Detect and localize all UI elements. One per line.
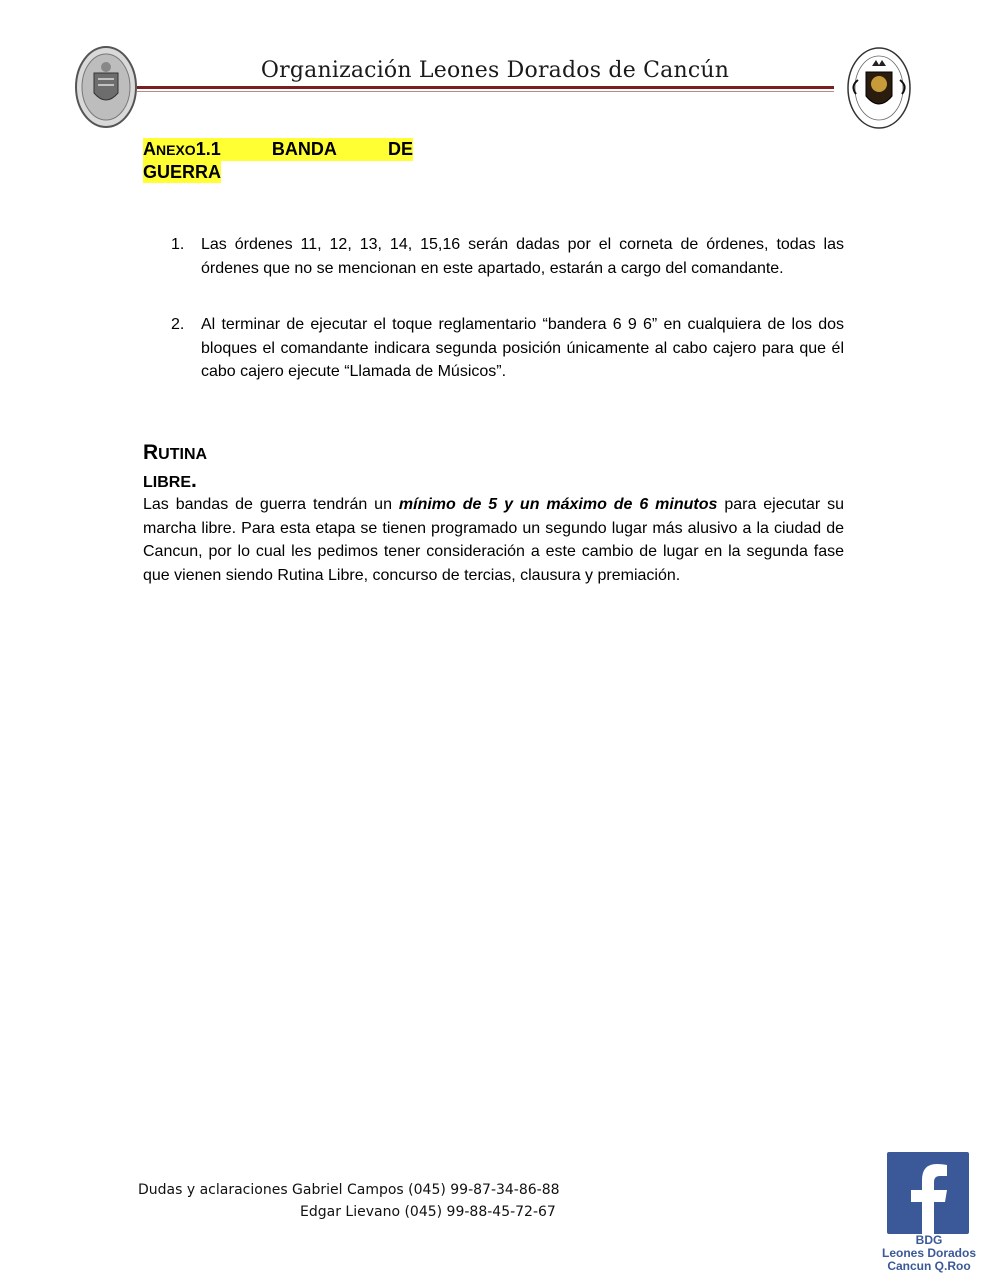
annex-word-banda: BANDA bbox=[271, 139, 337, 159]
header-rule-thin bbox=[137, 91, 834, 92]
annex-word-de: DE bbox=[387, 139, 413, 159]
header-rule bbox=[137, 86, 834, 89]
rutina-heading-rest: UTINA bbox=[158, 446, 208, 463]
duration-emphasis: mínimo de 5 y un máximo de 6 minutos bbox=[398, 496, 718, 513]
facebook-badge-line-1: BDG bbox=[915, 1233, 943, 1247]
list-item-text: Al terminar de ejecutar el toque reglamentario “bandera 6 9 6” en cualquiera de los dos bloques el comandante indicara segunda posición únicamente al cabo cajero para que él cabo cajero ejecute “Llamada de Músicos”. bbox=[201, 316, 844, 380]
orders-list bbox=[143, 233, 844, 417]
libre-heading-period: . bbox=[191, 469, 197, 492]
list-item-text: Las órdenes 11, 12, 13, 14, 15,16 serán dadas por el corneta de órdenes, todas las órdenes que no se mencionan en este apartado, estarán a cargo del comandante. bbox=[201, 236, 844, 277]
page-header-title: Organización Leones Dorados de Cancún bbox=[260, 58, 730, 83]
contact-footer bbox=[138, 1179, 560, 1223]
rutina-libre-paragraph: Las bandas de guerra tendrán un mínimo de 5 y un máximo de 6 minutos para ejecutar su marcha libre. Para esta etapa se tienen programado un segundo lugar más alusivo a la ciudad de Cancun, por lo cual les pedimos tener consideración a este cambio de lugar en la segunda fase que vienen siendo Rutina Libre, concurso de tercias, clausura y premiación. bbox=[143, 496, 844, 584]
list-item bbox=[143, 233, 844, 280]
contact-line-edgar: Edgar Lievano (045) 99-88-45-72-67 bbox=[300, 1204, 556, 1220]
annex-number: 1.1 bbox=[195, 139, 221, 159]
leones-dorados-emblem bbox=[846, 46, 912, 130]
facebook-icon[interactable] bbox=[887, 1152, 969, 1234]
rutina-libre-heading bbox=[143, 440, 207, 496]
annex-label-rest: NEXO bbox=[156, 142, 196, 158]
facebook-badge-line-2: Leones Dorados bbox=[881, 1246, 977, 1260]
annex-label-initial: A bbox=[143, 139, 156, 159]
list-item bbox=[143, 313, 844, 384]
annex-word-guerra: GUERRA bbox=[143, 162, 222, 182]
contact-line-gabriel: Dudas y aclaraciones Gabriel Campos (045) 99-87-34-86-88 bbox=[138, 1182, 560, 1198]
libre-heading-word: LIBRE bbox=[143, 474, 191, 491]
list-item-number: 2. bbox=[171, 316, 185, 333]
facebook-badge[interactable] bbox=[881, 1152, 977, 1274]
list-item-number: 1. bbox=[171, 236, 185, 253]
rutina-heading-initial: R bbox=[143, 441, 159, 464]
annex-heading bbox=[143, 138, 413, 183]
facebook-badge-caption bbox=[881, 1234, 977, 1273]
facebook-badge-line-3: Cancun Q.Roo bbox=[887, 1259, 971, 1273]
